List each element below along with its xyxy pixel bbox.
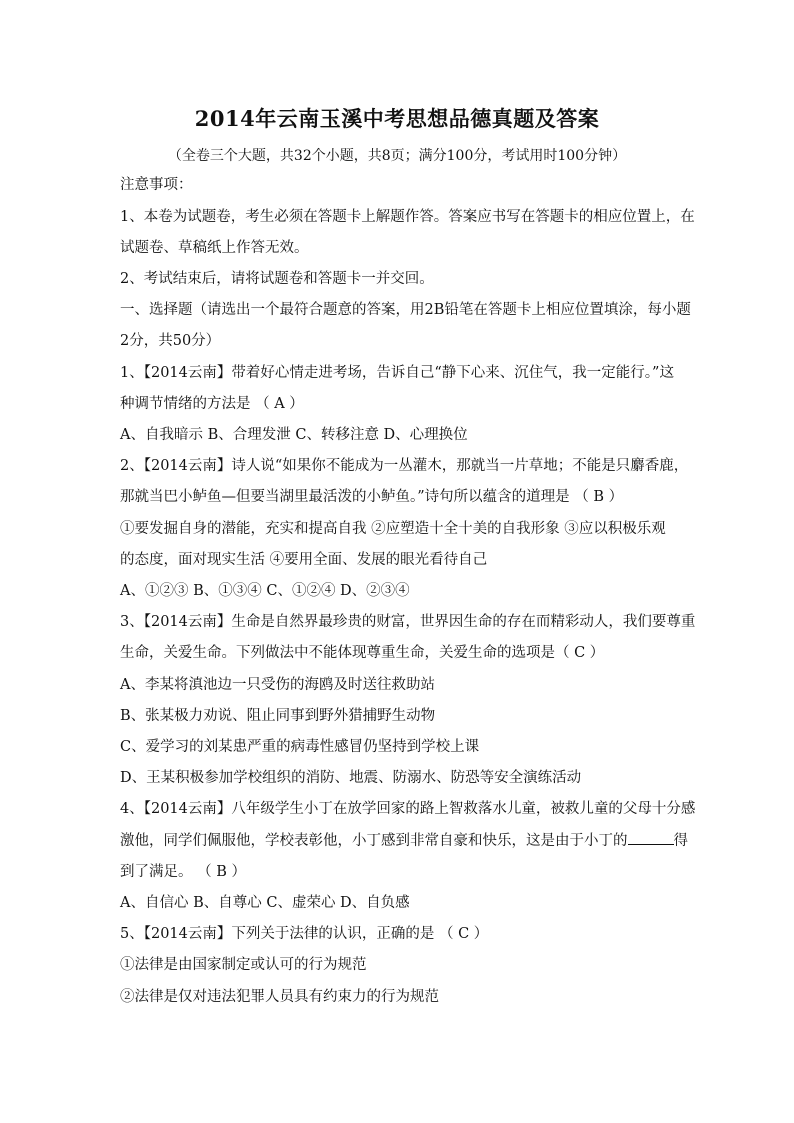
question-4-line-3: 到了满足。 （ B ） <box>120 864 246 880</box>
note-1-line-2: 试题卷、草稿纸上作答无效。 <box>120 240 309 256</box>
question-5-statement-2: ②法律是仅对违法犯罪人员具有约束力的行为规范 <box>120 989 439 1005</box>
question-4-line-2-suffix: 得 <box>673 833 688 849</box>
question-3-line-1: 3、【2014云南】生命是自然界最珍贵的财富，世界因生命的存在而精彩动人，我们要尊重 <box>120 614 696 630</box>
question-2-statements-line-1: ①要发掘自身的潜能，充实和提高自我 ②应塑造十全十美的自我形象 ③应以积极乐观 <box>120 521 666 537</box>
answer-blank <box>628 830 674 845</box>
question-5-line-1: 5、【2014云南】下列关于法律的认识，正确的是 （ C ） <box>120 926 489 942</box>
question-4-line-2-text: 激他，同学们佩服他，学校表彰他，小丁感到非常自豪和快乐，这是由于小丁的 <box>120 833 628 849</box>
question-1-line-1: 1、【2014云南】带着好心情走进考场，告诉自己“静下心来、沉住气，我一定能行。”这 <box>120 365 674 381</box>
question-4-line-1: 4、【2014云南】八年级学生小丁在放学回家的路上智救落水儿童，被救儿童的父母十分感 <box>120 801 696 817</box>
question-3-option-a: A、李某将滇池边一只受伤的海鸥及时送往救助站 <box>120 677 435 693</box>
question-4-options: A、自信心 B、自尊心 C、虚荣心 D、自负感 <box>120 895 410 911</box>
question-3-option-c: C、爱学习的刘某患严重的病毒性感冒仍坚持到学校上课 <box>120 739 480 755</box>
section-1-heading-line-1: 一、选择题（请选出一个最符合题意的答案，用2B铅笔在答题卡上相应位置填涂，每小题 <box>120 302 691 318</box>
question-4-line-2 <box>120 829 688 853</box>
notes-heading: 注意事项： <box>120 177 193 193</box>
question-5-statement-1: ①法律是由国家制定或认可的行为规范 <box>120 957 367 973</box>
question-2-line-2: 那就当巴小鲈鱼—但要当湖里最活泼的小鲈鱼。”诗句所以蕴含的道理是 （ B ） <box>120 489 624 505</box>
question-1-line-2: 种调节情绪的方法是 （ A ） <box>120 396 304 412</box>
question-2-line-1: 2、【2014云南】诗人说“如果你不能成为一丛灌木，那就当一片草地；不能是只麝香鹿， <box>120 458 689 474</box>
question-2-options: A、①②③ B、①③④ C、①②④ D、②③④ <box>120 583 410 599</box>
question-3-option-d: D、王某积极参加学校组织的消防、地震、防溺水、防恐等安全演练活动 <box>120 770 582 786</box>
question-2-statements-line-2: 的态度，面对现实生活 ④要用全面、发展的眼光看待自己 <box>120 552 488 568</box>
question-3-option-b: B、张某极力劝说、阻止同事到野外猎捕野生动物 <box>120 708 436 724</box>
question-3-line-2: 生命，关爱生命。下列做法中不能体现尊重生命，关爱生命的选项是（ C ） <box>120 645 605 661</box>
document-title: 2014年云南玉溪中考思想品德真题及答案 <box>194 106 600 131</box>
document-subtitle: （全卷三个大题，共32个小题，共8页；满分100分，考试用时100分钟） <box>167 148 627 164</box>
section-1-heading-line-2: 2分，共50分） <box>120 333 221 349</box>
question-1-options: A、自我暗示 B、合理发泄 C、转移注意 D、心理换位 <box>120 427 468 443</box>
note-1-line-1: 1、本卷为试题卷，考生必须在答题卡上解题作答。答案应书写在答题卡的相应位置上，在 <box>120 209 695 225</box>
note-2: 2、考试结束后，请将试题卷和答题卡一并交回。 <box>120 271 434 287</box>
